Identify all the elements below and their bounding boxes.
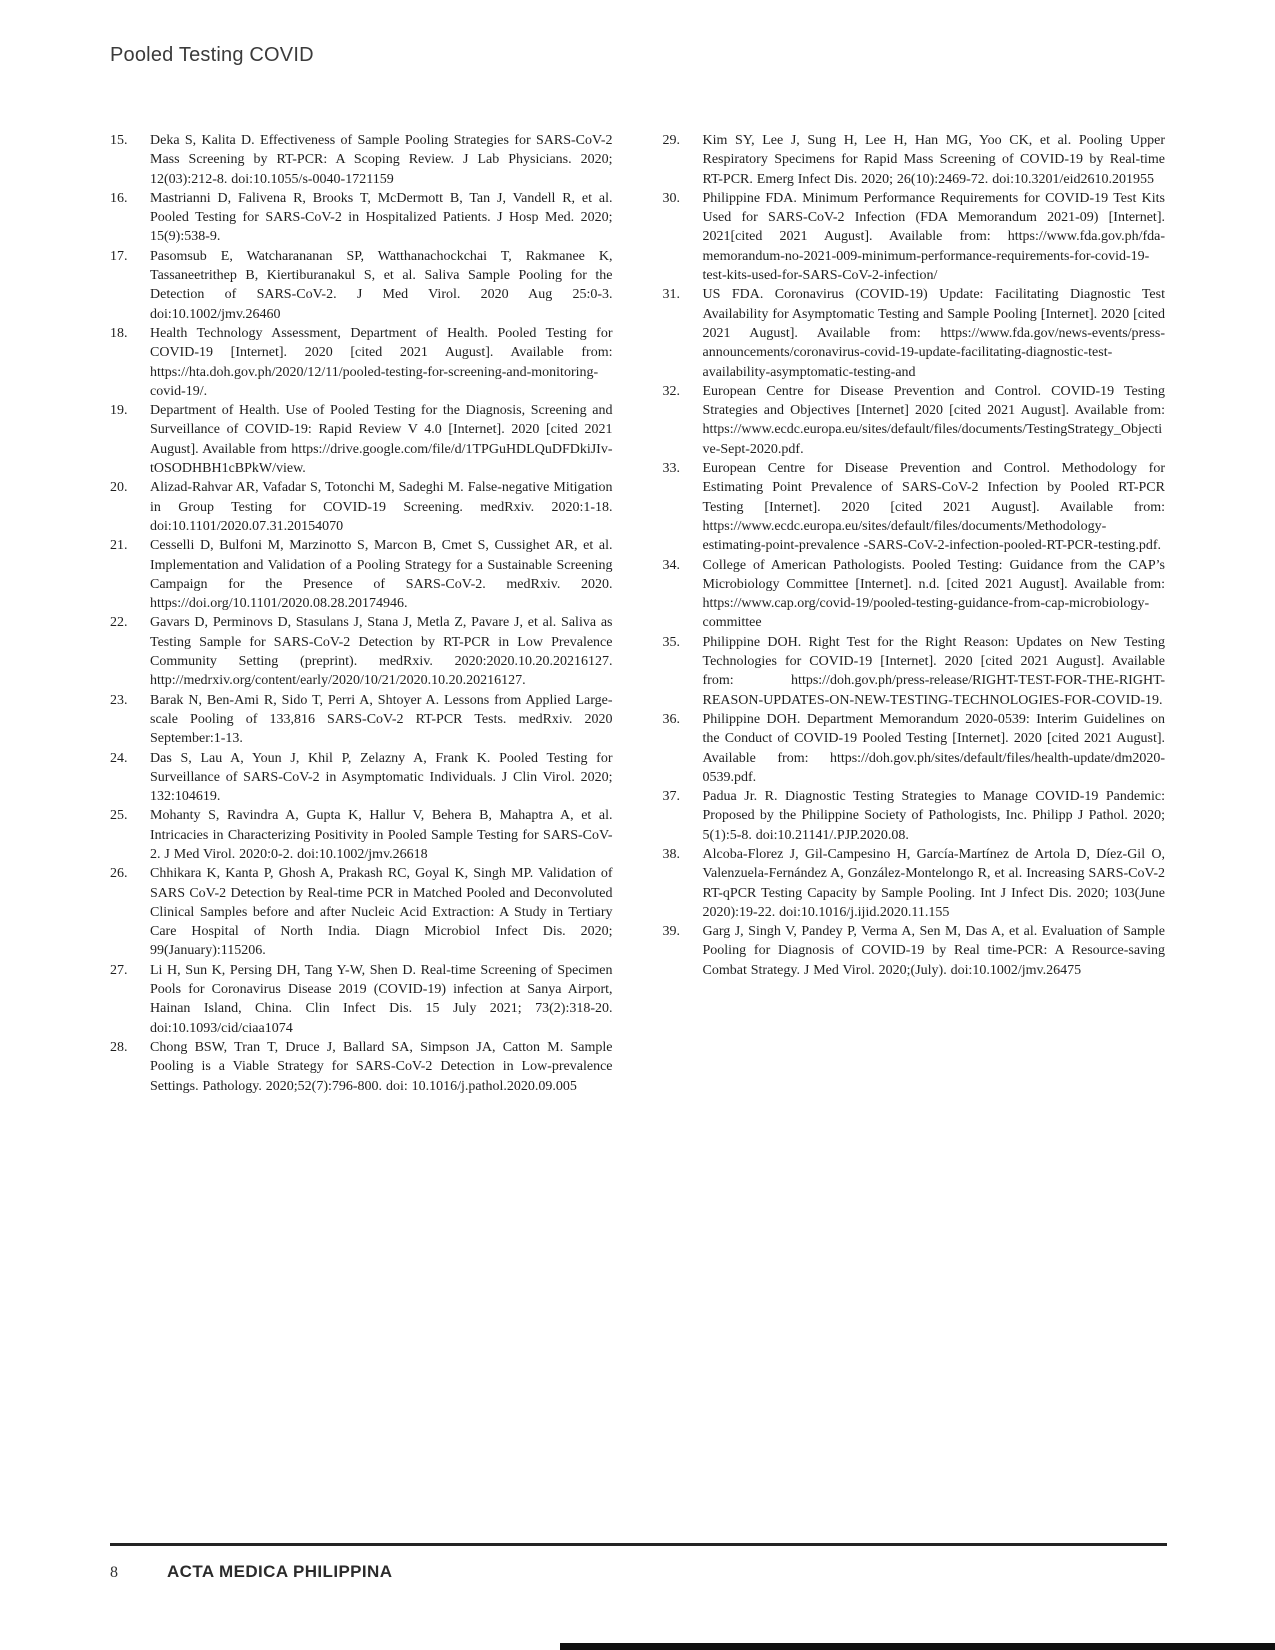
reference-number: 32. — [662, 383, 680, 399]
reference-item — [663, 710, 1166, 787]
reference-text: Philippine FDA. Minimum Performance Requirements for COVID-19 Test Kits Used for SARS-CoV-2 Infection (FDA Memorandum 2021-09) [Internet]. 2021[cited 2021 August]. Available from: https://www.fda.gov.ph/fda-memorandum-no-2021-009-minimum-performance-requirements-for-covid-19-test-kits-used-for-SARS-CoV-2-infection/ — [702, 190, 1165, 284]
reference-number: 16. — [110, 190, 128, 206]
reference-text: European Centre for Disease Prevention and Control. Methodology for Estimating Point Prevalence of SARS-CoV-2 Infection by Pooled RT-PCR Testing [Internet]. 2020 [cited 2021 August]. Available from: https://www.ecdc.europa.eu/sites/default/files/documents/Methodology-estimating-point-prevalence -SARS-CoV-2-infection-pooled-RT-PCR-testing.pdf. — [702, 461, 1165, 554]
reference-item — [110, 324, 613, 401]
reference-item — [110, 961, 613, 1038]
running-head: Pooled Testing COVID — [110, 44, 314, 66]
reference-text: Chong BSW, Tran T, Druce J, Ballard SA, Simpson JA, Catton M. Sample Pooling is a Viable Strategy for SARS-CoV-2 Detection in Low-prevalence Settings. Pathology. 2020;52(7):796-800. doi: 10.1016/j.pathol.2020.09.005 — [150, 1039, 613, 1094]
reference-number: 28. — [110, 1039, 128, 1055]
reference-number: 36. — [662, 711, 680, 727]
page-footer — [110, 1543, 1167, 1582]
reference-text: Chhikara K, Kanta P, Ghosh A, Prakash RC, Goyal K, Singh MP. Validation of SARS CoV-2 Detection by Real-time PCR in Matched Pooled and Deconvoluted Clinical Samples before and after Nucleic Acid Extraction: A Study in Tertiary Care Hospital of North India. Diagn Microbiol Infect Dis. 2020; 99(January):115206. — [150, 866, 613, 959]
reference-number: 26. — [110, 866, 128, 882]
reference-text: Garg J, Singh V, Pandey P, Verma A, Sen M, Das A, et al. Evaluation of Sample Pooling for Diagnosis of COVID-19 by Real time-PCR: A Resource-saving Combat Strategy. J Med Virol. 2020;(July). doi:10.1002/jmv.26475 — [702, 924, 1165, 978]
reference-number: 37. — [662, 789, 680, 805]
reference-item — [110, 189, 613, 247]
reference-item — [663, 845, 1166, 922]
reference-item — [663, 459, 1166, 555]
reference-text: College of American Pathologists. Pooled Testing: Guidance from the CAP’s Microbiology Committee [Internet]. n.d. [cited 2021 August]. Available from: https://www.cap.org/covid-19/pooled-testing-guidance-from-cap-microbiology-committee — [702, 557, 1165, 631]
reference-item — [110, 613, 613, 690]
reference-number: 23. — [110, 692, 128, 708]
reference-number: 25. — [110, 808, 128, 824]
references-column-right — [663, 131, 1166, 1096]
reference-number: 27. — [110, 962, 128, 978]
reference-text: Alizad-Rahvar AR, Vafadar S, Totonchi M, Sadeghi M. False-negative Mitigation in Group Testing for COVID-19 Screening. medRxiv. 2020:1-18. doi:10.1101/2020.07.31.20154070 — [150, 480, 613, 534]
reference-item — [110, 247, 613, 324]
reference-text: Philippine DOH. Right Test for the Right Reason: Updates on New Testing Technologies for COVID-19 [Internet]. 2020 [cited 2021 August]. Available from: https://doh.gov.ph/press-release/RIGHT-TEST-FOR-THE-RIGHT-REASON-UPDATES-ON-NEW-TESTING-TECHNOLOGIES-FOR-COVID-19. — [702, 634, 1165, 708]
reference-number: 20. — [110, 480, 128, 496]
reference-text: US FDA. Coronavirus (COVID-19) Update: Facilitating Diagnostic Test Availability for Asymptomatic Testing and Sample Pooling [Internet]. 2020 [cited 2021 August]. Available from: https://www.fda.gov/news-events/press-announcements/coronavirus-covid-19-update-facilitating-diagnostic-test-availability-asymptomatic-testing-and — [702, 287, 1165, 380]
reference-text: Kim SY, Lee J, Sung H, Lee H, Han MG, Yoo CK, et al. Pooling Upper Respiratory Specimens for Rapid Mass Screening of COVID-19 by Real-time RT-PCR. Emerg Infect Dis. 2020; 26(10):2469-72. doi:10.3201/eid2610.201955 — [702, 133, 1165, 187]
reference-number: 30. — [662, 190, 680, 206]
bottom-edge-bar — [560, 1643, 1275, 1650]
reference-number: 33. — [662, 461, 680, 477]
reference-number: 15. — [110, 133, 128, 148]
reference-item — [663, 382, 1166, 459]
reference-item — [110, 401, 613, 478]
reference-item — [110, 131, 613, 189]
references-column-left — [110, 131, 613, 1096]
reference-item — [663, 285, 1166, 381]
reference-item — [110, 806, 613, 864]
reference-item — [110, 864, 613, 960]
reference-text: Deka S, Kalita D. Effectiveness of Sample Pooling Strategies for SARS-CoV-2 Mass Screening by RT-PCR: A Scoping Review. J Lab Physicians. 2020; 12(03):212-8. doi:10.1055/s-0040-1721159 — [150, 133, 613, 187]
reference-number: 31. — [662, 287, 680, 303]
reference-text: Mohanty S, Ravindra A, Gupta K, Hallur V, Behera B, Mahaptra A, et al. Intricacies in Characterizing Positivity in Pooled Sample Testing for SARS-CoV-2. J Med Virol. 2020:0-2. doi:10.1002/jmv.26618 — [150, 808, 613, 862]
reference-item — [663, 189, 1166, 285]
footer-row — [110, 1546, 1167, 1582]
reference-number: 21. — [110, 538, 128, 554]
reference-item — [110, 691, 613, 749]
reference-item — [663, 131, 1166, 189]
reference-text: European Centre for Disease Prevention and Control. COVID-19 Testing Strategies and Objectives [Internet] 2020 [cited 2021 August]. Available from: https://www.ecdc.europa.eu/sites/default/files/documents/TestingStrategy_Objective-Sept-2020.pdf. — [702, 383, 1165, 457]
reference-text: Cesselli D, Bulfoni M, Marzinotto S, Marcon B, Cmet S, Cussighet AR, et al. Implementation and Validation of a Pooling Strategy for a Sustainable Screening Campaign for the Presence of SARS-CoV-2. medRxiv. 2020. https://doi.org/10.1101/2020.08.28.20174946. — [150, 538, 613, 612]
reference-item — [110, 536, 613, 613]
reference-number: 22. — [110, 615, 128, 631]
reference-number: 39. — [662, 924, 680, 940]
reference-number: 17. — [110, 248, 128, 264]
reference-text: Alcoba-Florez J, Gil-Campesino H, García-Martínez de Artola D, Díez-Gil O, Valenzuela-Fernández A, González-Montelongo R, et al. Increasing SARS-CoV-2 RT-qPCR Testing Capacity by Sample Pooling. Int J Infect Dis. 2020; 103(June 2020):19-22. doi:10.1016/j.ijid.2020.11.155 — [702, 846, 1165, 920]
reference-item — [663, 556, 1166, 633]
reference-text: Padua Jr. R. Diagnostic Testing Strategies to Manage COVID-19 Pandemic: Proposed by the Philippine Society of Pathologists, Inc. Philipp J Pathol. 2020; 5(1):5-8. doi:10.21141/.PJP.2020.08. — [702, 789, 1165, 843]
reference-text: Das S, Lau A, Youn J, Khil P, Zelazny A, Frank K. Pooled Testing for Surveillance of SARS-CoV-2 in Asymptomatic Individuals. J Clin Virol. 2020; 132:104619. — [150, 750, 613, 805]
reference-number: 34. — [662, 557, 680, 573]
reference-number: 29. — [662, 133, 680, 148]
reference-text: Gavars D, Perminovs D, Stasulans J, Stana J, Metla Z, Pavare J, et al. Saliva as Testing Sample for SARS-CoV-2 Detection by RT-PCR in Low Prevalence Community Setting (preprint). medRxiv. 2020:2020.10.20.20216127. http://medrxiv.org/content/early/2020/10/21/2020.10.20.20216127. — [150, 615, 613, 689]
reference-item — [663, 633, 1166, 710]
reference-text: Mastrianni D, Falivena R, Brooks T, McDermott B, Tan J, Vandell R, et al. Pooled Testing for SARS-CoV-2 in Hospitalized Patients. J Hosp Med. 2020; 15(9):538-9. — [150, 190, 613, 245]
reference-number: 38. — [662, 846, 680, 862]
reference-text: Pasomsub E, Watcharananan SP, Watthanachockchai T, Rakmanee K, Tassaneetrithep B, Kiertiburanakul S, et al. Saliva Sample Pooling for the Detection of SARS-CoV-2. J Med Virol. 2020 Aug 25:0-3. doi:10.1002/jmv.26460 — [150, 248, 613, 322]
reference-item — [110, 749, 613, 807]
reference-number: 35. — [662, 634, 680, 650]
reference-item — [110, 1038, 613, 1096]
page-number: 8 — [110, 1564, 118, 1581]
reference-text: Philippine DOH. Department Memorandum 2020-0539: Interim Guidelines on the Conduct of COVID-19 Pooled Testing [Internet]. 2020 [cited 2021 August]. Available from: https://doh.gov.ph/sites/default/files/health-update/dm2020-0539.pdf. — [702, 711, 1165, 785]
reference-item — [663, 787, 1166, 845]
reference-number: 18. — [110, 325, 128, 341]
reference-number: 24. — [110, 750, 128, 766]
journal-name: ACTA MEDICA PHILIPPINA — [167, 1562, 393, 1581]
reference-text: Barak N, Ben-Ami R, Sido T, Perri A, Shtoyer A. Lessons from Applied Large-scale Pooling of 133,816 SARS-CoV-2 RT-PCR Tests. medRxiv. 2020 September:1-13. — [150, 692, 613, 747]
references-section — [110, 131, 1165, 1096]
reference-number: 19. — [110, 403, 128, 419]
reference-item — [663, 922, 1166, 980]
reference-item — [110, 478, 613, 536]
reference-text: Health Technology Assessment, Department of Health. Pooled Testing for COVID-19 [Internet]. 2020 [cited 2021 August]. Available from: https://hta.doh.gov.ph/2020/12/11/pooled-testing-for-screening-and-monitoring-covid-19/. — [150, 325, 613, 399]
reference-text: Li H, Sun K, Persing DH, Tang Y-W, Shen D. Real-time Screening of Specimen Pools for Coronavirus Disease 2019 (COVID-19) infection at Sanya Airport, Hainan Island, China. Clin Infect Dis. 15 July 2021; 73(2):318-20. doi:10.1093/cid/ciaa1074 — [150, 962, 613, 1036]
reference-text: Department of Health. Use of Pooled Testing for the Diagnosis, Screening and Surveillance of COVID-19: Rapid Review V 4.0 [Internet]. 2020 [cited 2021 August]. Available from https://drive.google.com/file/d/1TPGuHDLQuDFDkiJIv-tOSODHBH1cBPkW/view. — [150, 403, 613, 477]
